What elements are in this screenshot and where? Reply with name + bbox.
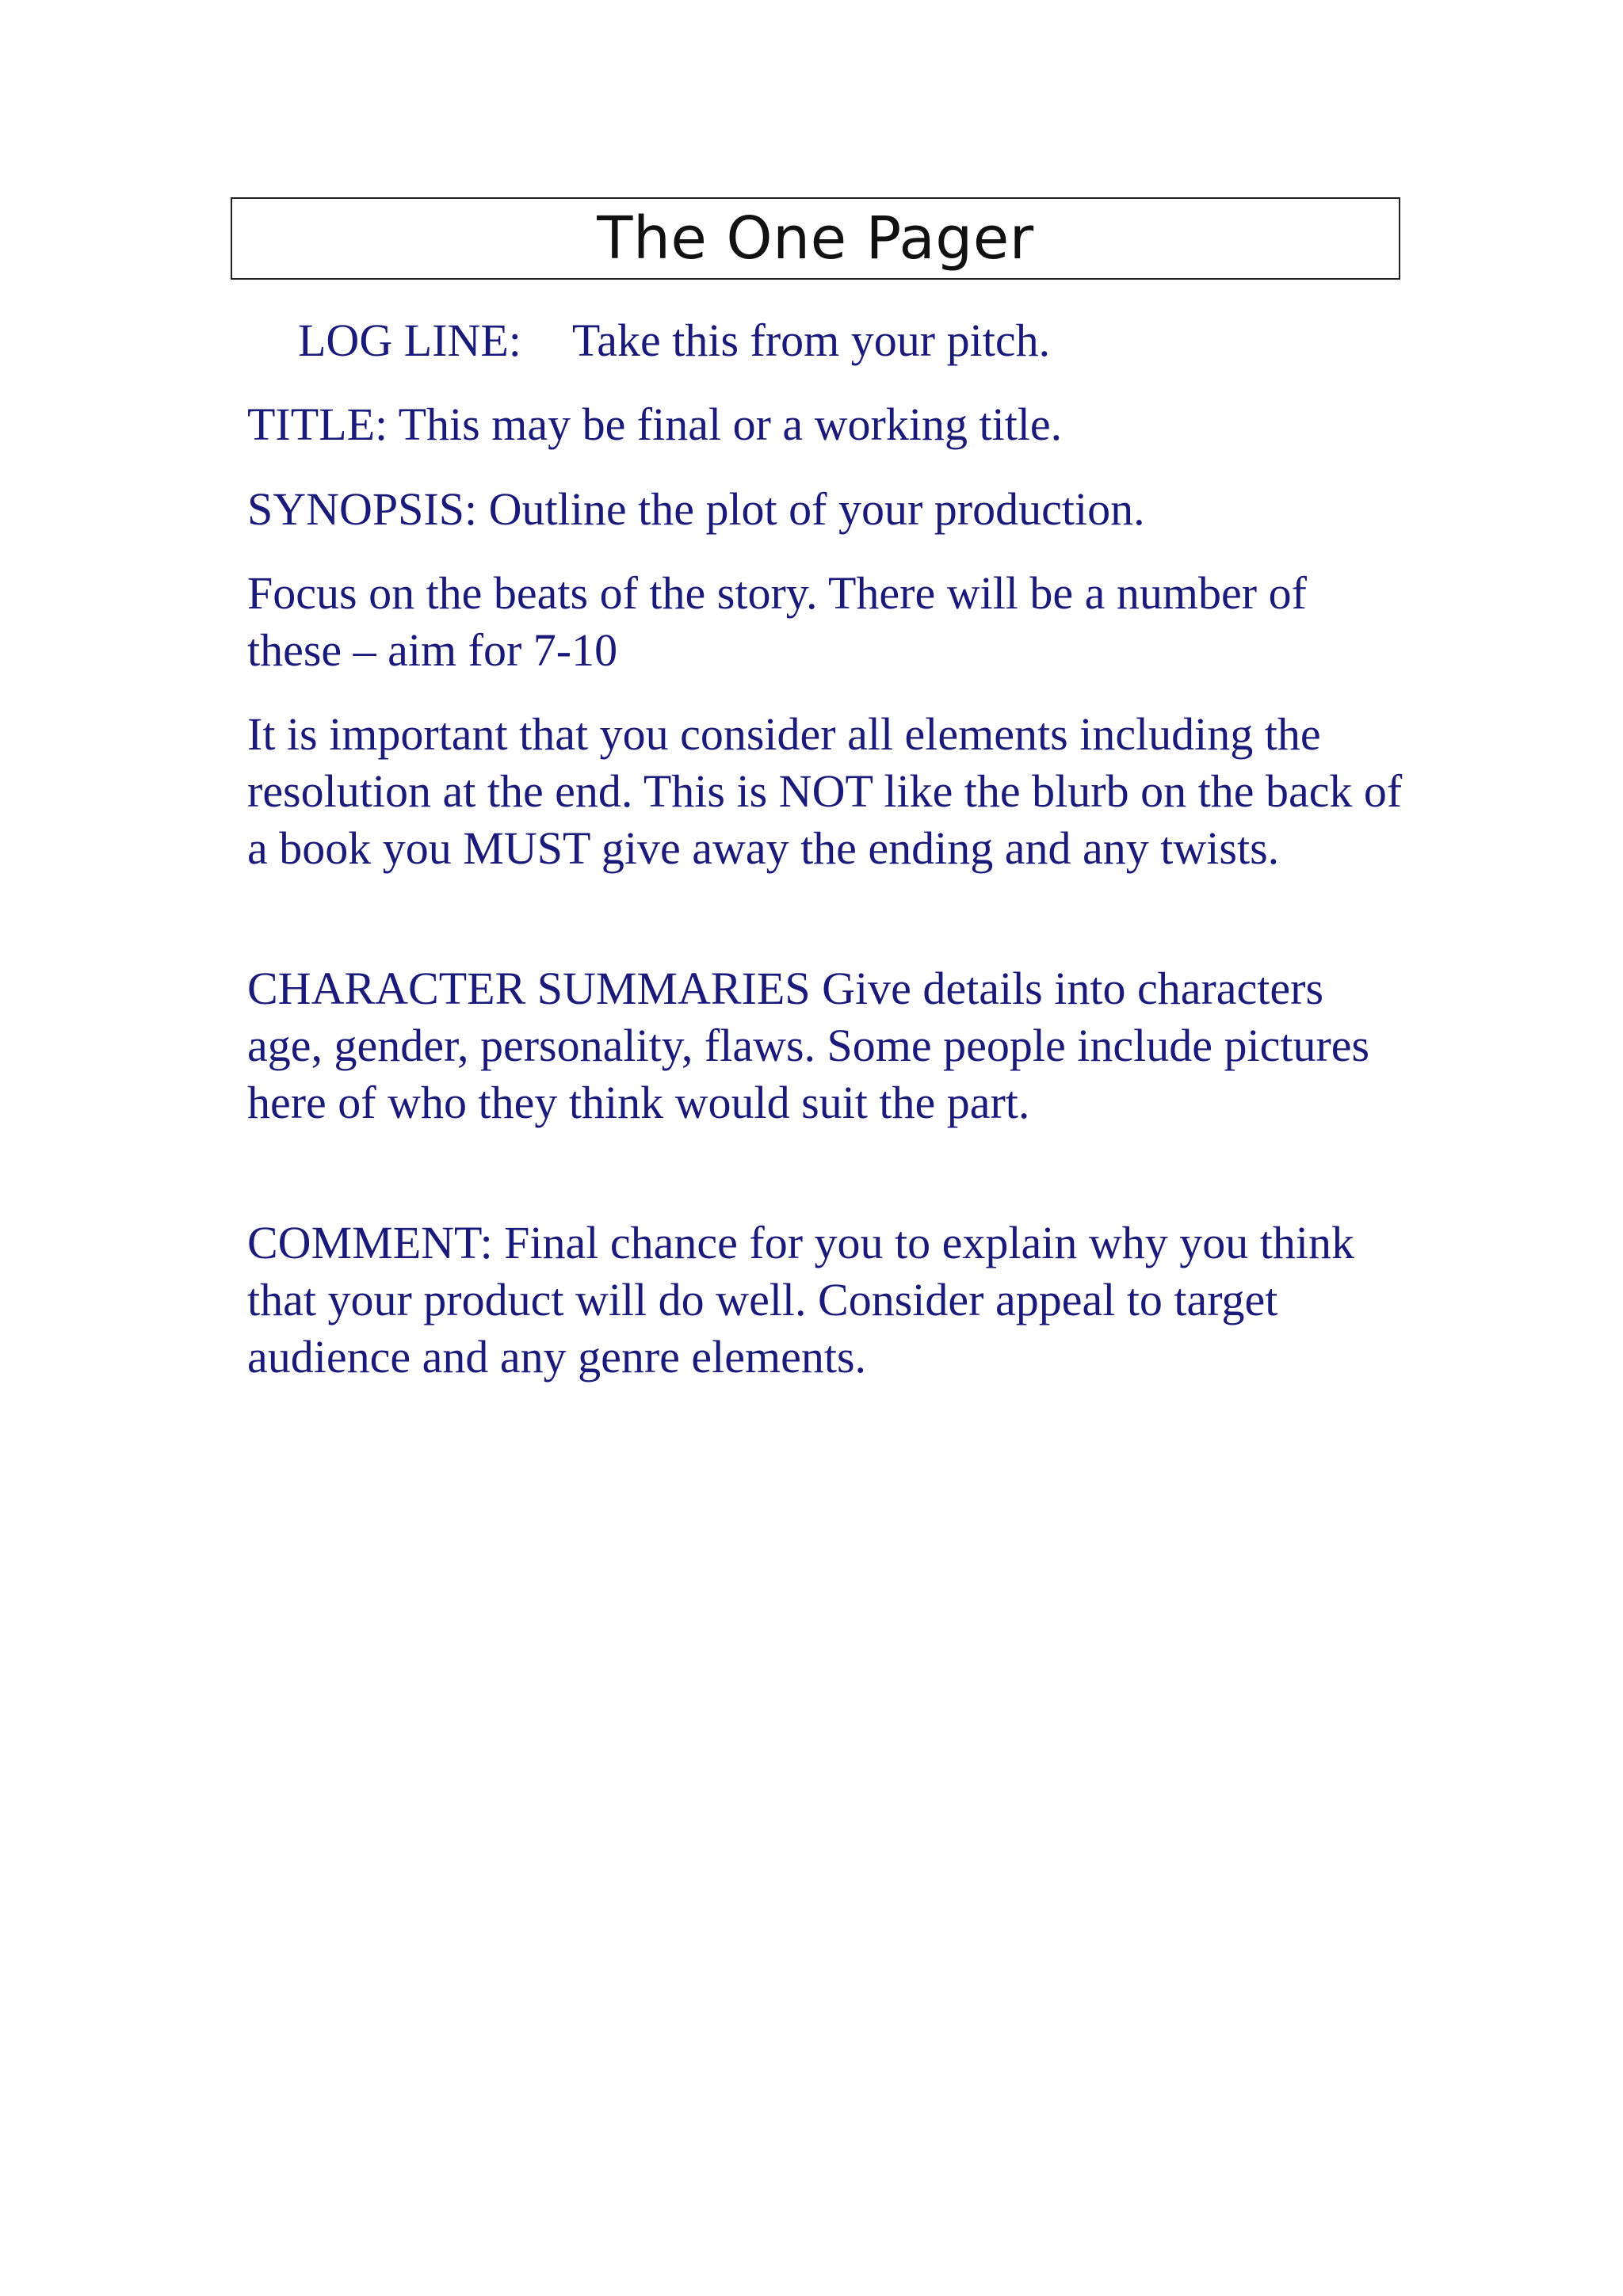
resolution-paragraph: It is important that you consider all elements including the resolution at the end. This is NOT like the blurb on the back of a book you MUST give away the ending and any twists. [247,708,1403,874]
page-title: The One Pager [597,204,1034,273]
synopsis-paragraph: SYNOPSIS: Outline the plot of your production. [247,483,1145,535]
logline-text: Take this from your pitch. [571,315,1051,366]
title-paragraph: TITLE: This may be final or a working title. [247,399,1063,450]
character-summaries-paragraph: CHARACTER SUMMARIES Give details into characters age, gender, personality, flaws. Some people include pictures here of who they think would suit the part. [247,963,1370,1128]
logline-label: LOG LINE: [298,315,521,366]
logline-line [298,312,1455,369]
title-box [231,197,1400,280]
beats-paragraph: Focus on the beats of the story. There will be a number of these – aim for 7-10 [247,567,1307,676]
comment-paragraph: COMMENT: Final chance for you to explain why you think that your product will do well. Consider appeal to target audience and any genre elements. [247,1217,1354,1383]
